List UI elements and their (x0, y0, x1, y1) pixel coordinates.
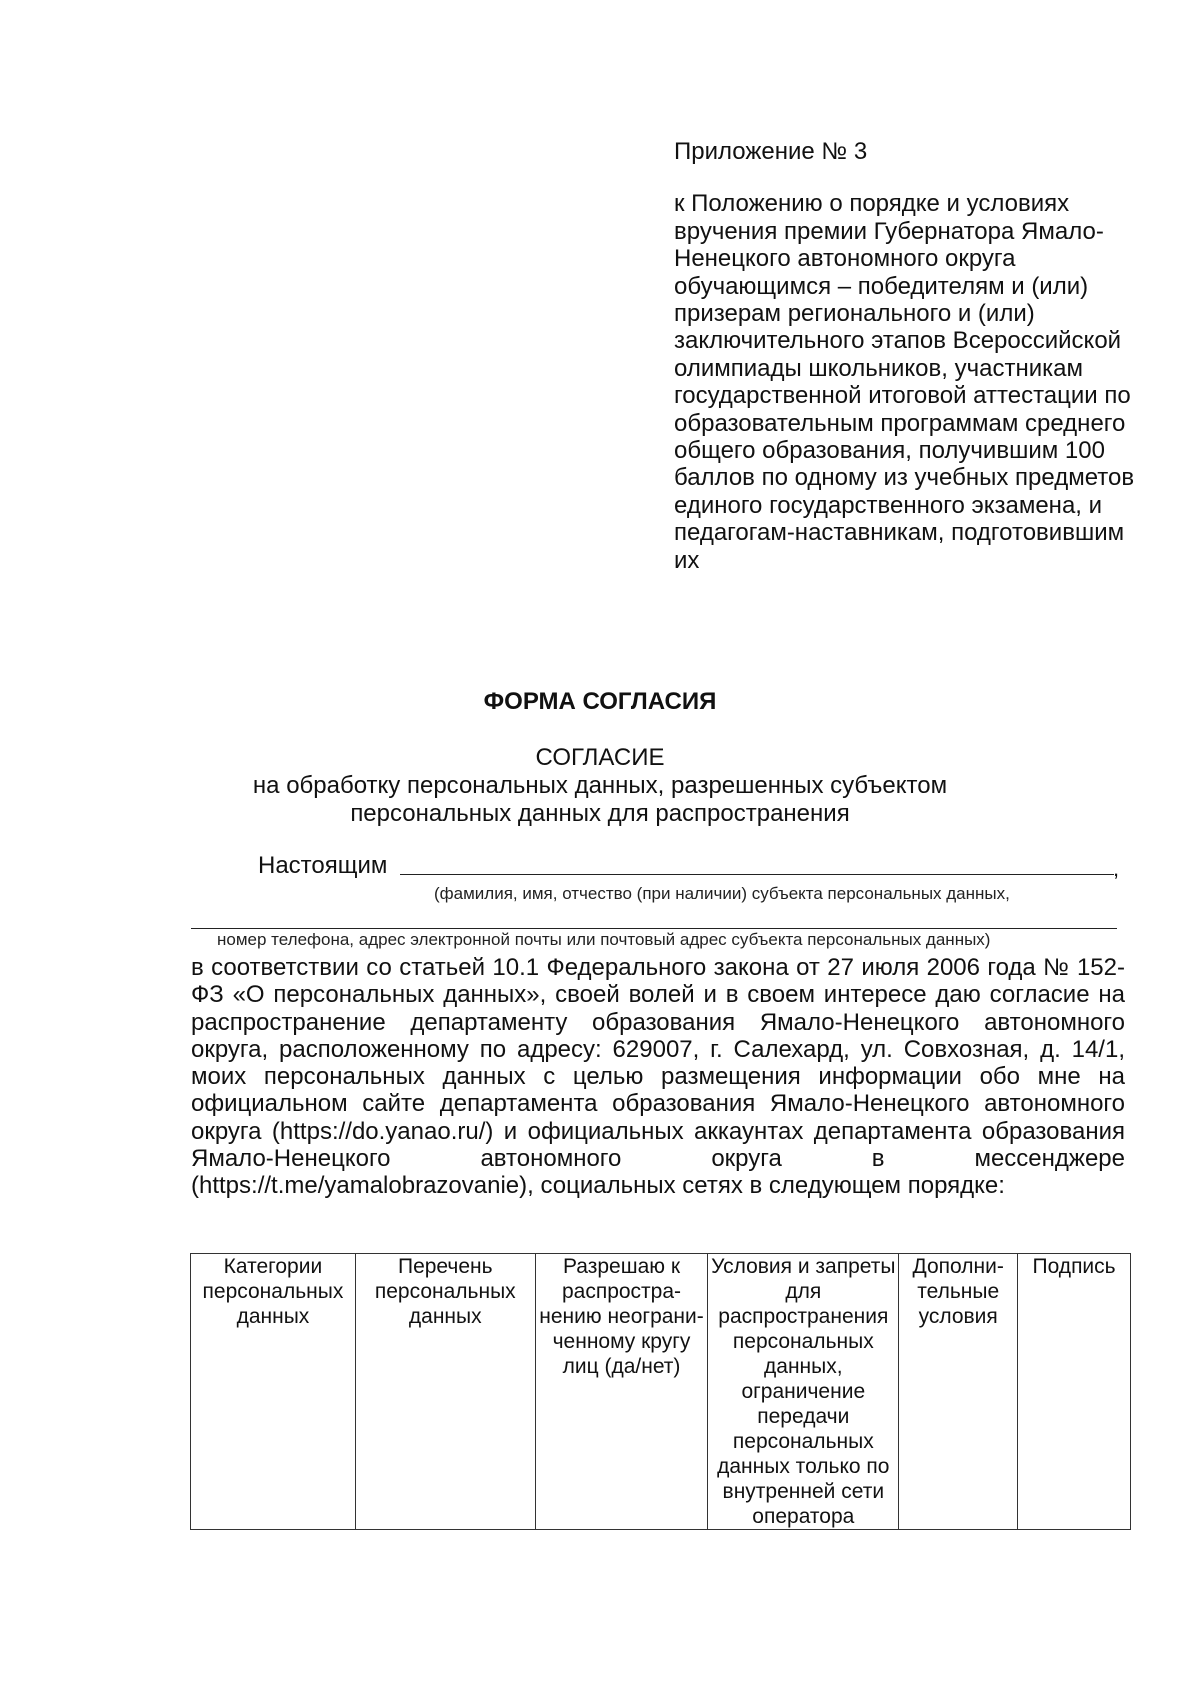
appendix-reference: к Положению о порядке и условиях вручения премии Губернатора Ямало-Ненецкого автономного округа обучающимся – победителям и (или) призерам регионального и (или) заключительного этапов Всероссийской олимпиады школьников, участникам государственной итоговой аттестации по образовательным программам среднего общего образования, получившим 100 баллов по одному из учебных предметов единого государственного экзамена, и педагогам-наставникам, подготовившим их (674, 190, 1135, 574)
subject-name-hint: (фамилия, имя, отчество (при наличии) субъекта персональных данных, (434, 884, 1010, 903)
header-cell-conditions: Условия и запреты для распространения персональных данных, ограничение передачи персональных данных только по внутренней сети оператора (708, 1254, 899, 1530)
form-title: ФОРМА СОГЛАСИЯ (483, 688, 717, 715)
blank-comma: , (1113, 856, 1120, 881)
consent-body-text: в соответствии со статьей 10.1 Федерального закона от 27 июля 2006 года № 152-ФЗ «О персональных данных», своей волей и в своем интересе даю согласие на распространение департаменту образования Ямало-Ненецкого автономного округа, расположенному по адресу: 629007, г. Салехард, ул. Совхозная, д. 14/1, моих персональных данных с целью размещения информации обо мне на официальном сайте департамента образования Ямало-Ненецкого автономного округа (https://do.yanao.ru/) и официальных аккаунтах департамента образования Ямало-Ненецкого автономного округа в мессенджере (https://t.me/yamalobrazovanie), социальных сетях в следующем порядке: (191, 954, 1125, 1200)
header-cell-permission: Разрешаю к распростра-нению неограни-ченному кругу лиц (да/нет) (535, 1254, 708, 1530)
header-cell-additional: Дополни-тельные условия (899, 1254, 1018, 1530)
subject-name-blank-line (400, 874, 1114, 875)
appendix-block (674, 138, 1144, 574)
consent-heading-block (0, 744, 1200, 828)
header-cell-signature: Подпись (1018, 1254, 1131, 1530)
header-cell-categories: Категории персональных данных (191, 1254, 356, 1530)
lead-word: Настоящим (258, 852, 388, 879)
consent-heading: СОГЛАСИЕ (535, 744, 665, 771)
header-cell-list: Перечень персональных данных (355, 1254, 535, 1530)
consent-table (190, 1253, 1131, 1530)
table-header-row (191, 1254, 1131, 1530)
subject-contact-blank-line (191, 928, 1117, 929)
consent-subheading-line1: на обработку персональных данных, разрешенных субъектом (252, 772, 948, 799)
subject-contact-hint: номер телефона, адрес электронной почты или почтовый адрес субъекта персональных данных) (217, 930, 991, 949)
appendix-number: Приложение № 3 (674, 138, 868, 165)
consent-subheading-line2: персональных данных для распространения (350, 800, 850, 827)
